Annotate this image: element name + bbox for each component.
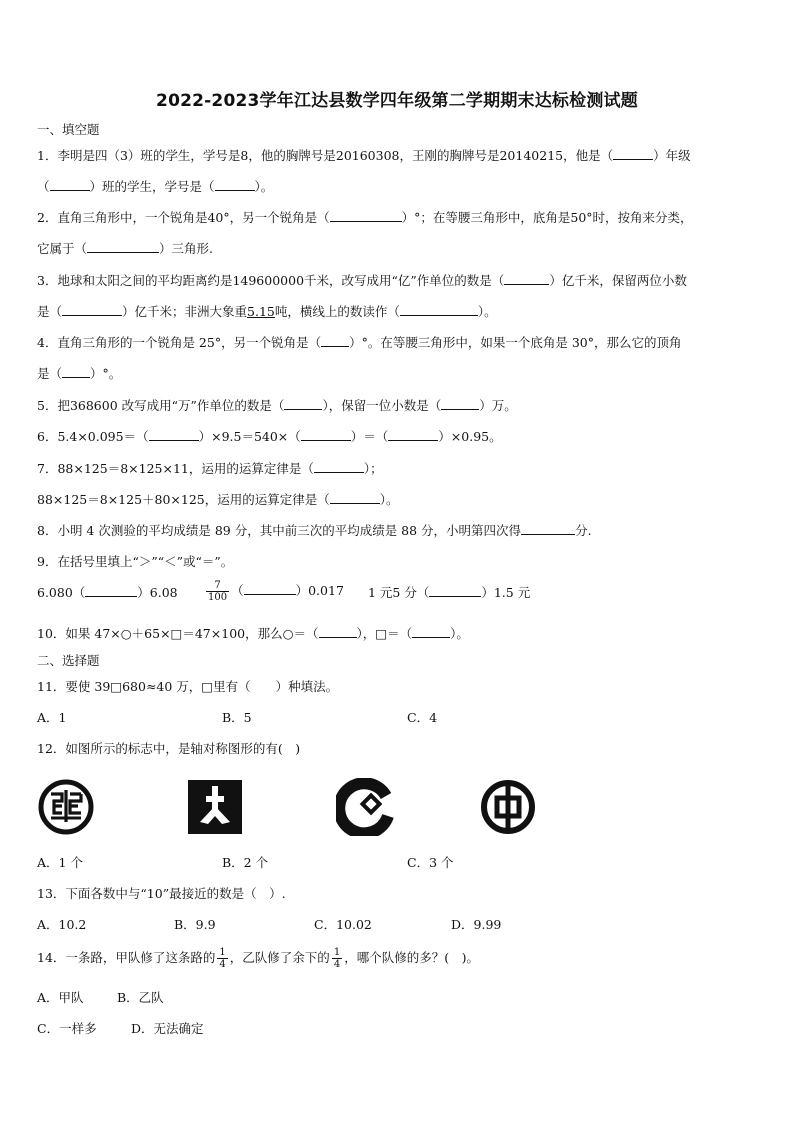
- q9-item-3-left: 1 元5 分（: [368, 585, 430, 600]
- q1-blank-2[interactable]: [50, 177, 90, 191]
- q10-blank-2[interactable]: [412, 624, 450, 638]
- q6-text-b: ）×9.5＝540×（: [198, 429, 301, 444]
- q5-blank-1[interactable]: [284, 396, 322, 410]
- question-4-line-2: [37, 364, 121, 382]
- q9-text: 9．在括号里填上“＞”“＜”或“＝”。: [37, 554, 234, 569]
- q1-text-d: ）班的学生，学号是（: [89, 179, 215, 194]
- q9-item-2-left: （: [231, 583, 244, 598]
- q9-item-1-left: 6.080（: [37, 585, 86, 600]
- q2-text-a: 2．直角三角形中，一个锐角是40°，另一个锐角是（: [37, 210, 330, 225]
- q4-blank-1[interactable]: [321, 333, 349, 347]
- section-choice-heading: 二、选择题: [37, 653, 100, 668]
- q14-fraction-2-numerator: 1: [333, 947, 341, 958]
- q3-underlined-number: 5.15: [247, 304, 275, 319]
- q10-text-b: ），□＝（: [356, 626, 413, 641]
- q3-text-f: 吨，横线上的数读作（: [274, 304, 400, 319]
- q5-text-c: ）万。: [479, 398, 517, 413]
- q11-option-a[interactable]: A．1: [37, 710, 67, 725]
- question-14: [37, 947, 479, 970]
- q2-text-c: 它属于（: [37, 241, 88, 256]
- q14-option-c[interactable]: C．一样多: [37, 1021, 97, 1036]
- question-4-line-1: [37, 333, 681, 351]
- q7-text-a: 7．88×125＝8×125×11，运用的运算定律是（: [37, 461, 314, 476]
- q9-item-3: [368, 583, 530, 601]
- q6-blank-2[interactable]: [301, 427, 351, 441]
- q14-option-d[interactable]: D．无法确定: [131, 1021, 204, 1036]
- q12-option-c[interactable]: C．3 个: [407, 855, 454, 870]
- q13-option-a[interactable]: A．10.2: [37, 917, 87, 932]
- q14-option-a[interactable]: A．甲队: [37, 990, 84, 1005]
- question-7-line-2: [37, 490, 399, 508]
- question-8: [37, 521, 592, 539]
- q1-text-a: 1．李明是四（3）班的学生，学号是8，他的胸牌号是20160308，王刚的胸牌号是20140215，他是（: [37, 148, 614, 163]
- q6-text-c: ）＝（: [350, 429, 389, 444]
- q6-blank-1[interactable]: [149, 427, 199, 441]
- q7-text-c: 88×125＝8×125＋80×125，运用的运算定律是（: [37, 492, 330, 507]
- q8-text-a: 8．小明 4 次测验的平均成绩是 89 分，其中前三次的平均成绩是 88 分，小明第四次得: [37, 523, 522, 538]
- q10-blank-1[interactable]: [319, 624, 357, 638]
- q11-option-c[interactable]: C．4: [407, 710, 438, 725]
- q10-text-a: 10．如果 47×○＋65×□＝47×100，那么○＝（: [37, 626, 319, 641]
- q7-blank-1[interactable]: [314, 459, 364, 473]
- question-3-line-2: [37, 302, 497, 320]
- q6-text-d: ）×0.95。: [438, 429, 502, 444]
- q14-text-c: ，哪个队修的多？( )。: [344, 950, 479, 965]
- q13-option-b[interactable]: B．9.9: [174, 917, 216, 932]
- q3-blank-1[interactable]: [504, 271, 549, 285]
- q4-text-a: 4．直角三角形的一个锐角是 25°，另一个锐角是（: [37, 335, 322, 350]
- q14-fraction-2: [332, 947, 342, 970]
- q8-text-b: 分.: [575, 523, 592, 538]
- q2-blank-2[interactable]: [87, 239, 159, 253]
- q11-option-b[interactable]: B．5: [222, 710, 252, 725]
- q1-text-c: （: [37, 179, 50, 194]
- q13-option-c[interactable]: C．10.02: [314, 917, 372, 932]
- bank-logo-2-icon: [186, 778, 244, 836]
- q6-blank-3[interactable]: [388, 427, 438, 441]
- q9-item-2: [204, 580, 344, 603]
- q4-text-d: ）°。: [90, 366, 122, 381]
- q5-text-a: 5．把368600 改写成用“万”作单位的数是（: [37, 398, 285, 413]
- q7-text-d: ）。: [379, 492, 399, 507]
- q6-text-a: 6．5.4×0.095＝（: [37, 429, 149, 444]
- q9-item-2-right: ）0.017: [295, 583, 344, 598]
- question-2-line-1: [37, 208, 693, 226]
- q14-fraction-2-denominator: 4: [333, 959, 341, 970]
- page-title: 2022-2023学年江达县数学四年级第二学期期末达标检测试题: [156, 91, 638, 111]
- q7-text-b: ）；: [363, 461, 383, 476]
- q13-option-d[interactable]: D．9.99: [451, 917, 502, 932]
- q1-text-b: ）年级: [653, 148, 691, 163]
- question-3-line-1: [37, 271, 687, 289]
- question-2-line-2: [37, 239, 213, 257]
- q5-blank-2[interactable]: [441, 396, 479, 410]
- q9-fraction-denominator: 100: [208, 592, 228, 603]
- q9-fraction: [206, 580, 229, 603]
- q9-item-1: [37, 583, 178, 601]
- q3-text-a: 3．地球和太阳之间的平均距离约是149600000千米，改写成用“亿”作单位的数是（: [37, 273, 505, 288]
- q8-blank[interactable]: [521, 521, 575, 535]
- q2-text-b: ）°；在等腰三角形中，底角是50°时，按角来分类，: [401, 210, 693, 225]
- q7-blank-2[interactable]: [330, 490, 380, 504]
- q3-blank-3[interactable]: [400, 302, 478, 316]
- bank-logo-4-icon: [479, 778, 537, 836]
- q1-blank-3[interactable]: [215, 177, 255, 191]
- q3-text-d: ）亿千米；非洲大象重: [122, 304, 248, 319]
- q9-blank-2[interactable]: [244, 581, 296, 595]
- bank-logo-3-icon: [336, 778, 394, 836]
- q14-fraction-1-numerator: 1: [219, 947, 226, 958]
- q14-option-b[interactable]: B．乙队: [117, 990, 164, 1005]
- q14-text-b: ，乙队修了余下的: [229, 950, 330, 965]
- question-9: [37, 552, 233, 570]
- q5-text-b: ），保留一位小数是（: [322, 398, 442, 413]
- q9-item-3-right: ）1.5 元: [481, 585, 531, 600]
- q14-text-a: 14．一条路，甲队修了这条路的: [37, 950, 216, 965]
- q4-text-c: 是（: [37, 366, 63, 381]
- q3-text-g: ）。: [477, 304, 497, 319]
- q12-option-a[interactable]: A．1 个: [37, 855, 83, 870]
- q9-blank-3[interactable]: [429, 583, 481, 597]
- q1-blank-1[interactable]: [613, 146, 653, 160]
- question-7-line-1: [37, 459, 383, 477]
- q3-blank-2[interactable]: [62, 302, 122, 316]
- q3-text-c: 是（: [37, 304, 63, 319]
- question-1-line-2: [37, 177, 273, 195]
- q2-blank-1[interactable]: [330, 208, 402, 222]
- q2-text-d: ）三角形.: [159, 241, 213, 256]
- bank-logo-1-icon: [37, 778, 95, 836]
- question-5: [37, 396, 517, 414]
- q14-fraction-1: [217, 947, 227, 970]
- q14-fraction-1-denominator: 4: [219, 959, 226, 970]
- q3-text-b: ）亿千米，保留两位小数: [549, 273, 687, 288]
- q1-text-e: ）。: [254, 179, 274, 194]
- q4-blank-2[interactable]: [62, 364, 90, 378]
- question-13: 13．下面各数中与“10”最接近的数是（ ）.: [37, 886, 286, 901]
- question-12: 12．如图所示的标志中，是轴对称图形的有( ): [37, 741, 301, 756]
- q9-item-1-right: ）6.08: [137, 585, 178, 600]
- section-fill-heading: 一、填空题: [37, 122, 100, 137]
- question-6: [37, 427, 502, 445]
- question-11: 11．要使 39□680≈40 万，□里有（ ）种填法。: [37, 679, 339, 694]
- q12-option-b[interactable]: B．2 个: [222, 855, 269, 870]
- question-10: [37, 624, 469, 642]
- q10-text-c: ）。: [450, 626, 469, 641]
- q9-fraction-numerator: 7: [206, 580, 229, 592]
- question-1-line-1: [37, 146, 691, 164]
- q4-text-b: ）°。在等腰三角形中，如果一个底角是 30°，那么它的顶角: [349, 335, 682, 350]
- q9-blank-1[interactable]: [85, 583, 137, 597]
